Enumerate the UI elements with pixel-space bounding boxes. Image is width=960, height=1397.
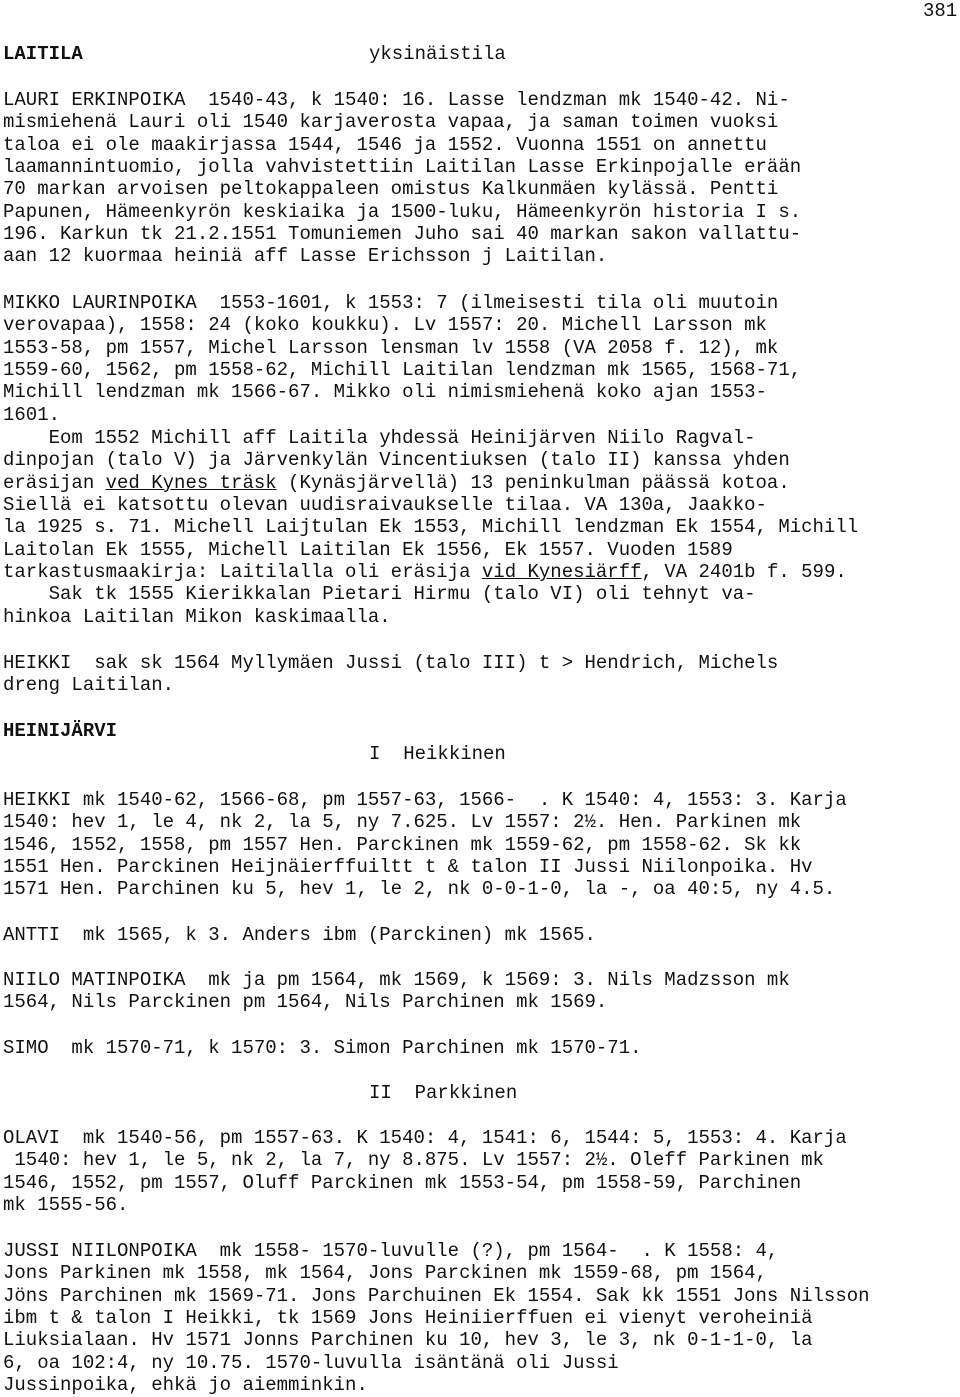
eom-text-c: , VA 2401b f. 599. Sak tk 1555 Kierikkalan Pietari Hirmu (talo VI) oli tehnyt va- hinkoa Laitilan Mikon kaskimaalla. xyxy=(3,561,847,628)
eom-text-a: Eom 1552 Michill aff Laitila yhdessä Heinijärven Niilo Ragval- dinpojan (talo V) ja Järvenkylän Vincentiuksen (talo II) kanssa yhden eräsijan xyxy=(3,427,790,494)
paragraph-heikki-laitila: HEIKKI sak sk 1564 Myllymäen Jussi (talo III) t > Hendrich, Michels dreng Laitilan. xyxy=(3,652,779,697)
section-heading-heinijarvi xyxy=(3,720,117,742)
heinijarvi-title: HEINIJÄRVI xyxy=(3,720,118,742)
page-number: 381 xyxy=(923,0,958,22)
subheading-parkkinen: II Parkkinen xyxy=(369,1082,518,1104)
paragraph-simo: SIMO mk 1570-71, k 1570: 3. Simon Parchinen mk 1570-71. xyxy=(3,1037,642,1059)
paragraph-mikko-laurinpoika: MIKKO LAURINPOIKA 1553-1601, k 1553: 7 (ilmeisesti tila oli muutoin verovapaa), 1558: 24 (koko koukku). Lv 1557: 20. Michell Larsson mk 1553-58, pm 1557, Michel Larsson lensman lv 1558 (VA 2058 f. 12), mk 1559-60, 1562, pm 1558-62, Michill Laitilan lendzman mk 1565, 1568-71, Michill lendzman mk 1566-67. Mikko oli nimismiehenä koko ajan 1553- 1601. xyxy=(3,292,802,426)
paragraph-heikki-heinijarvi: HEIKKI mk 1540-62, 1566-68, pm 1557-63, 1566- . K 1540: 4, 1553: 3. Karja 1540: hev 1, le 4, nk 2, la 5, ny 7.625. Lv 1557: 2½. Hen. Parkinen mk 1546, 1552, 1558, pm 1557 Hen. Parckinen mk 1559-62, pm 1558-62. Sk kk 1551 Hen. Parckinen Heijnäierffuiltt t & talon II Jussi Niilonpoika. Hv 1571 Hen. Parchinen ku 5, hev 1, le 2, nk 0-0-1-0, la -, oa 40:5, ny 4.5. xyxy=(3,789,847,901)
section-heading-laitila xyxy=(3,43,83,65)
paragraph-lauri-erkinpoika: LAURI ERKINPOIKA 1540-43, k 1540: 16. Lasse lendzman mk 1540-42. Ni- mismiehenä Lauri oli 1540 karjaverosta vapaa, ja saman toimen vuoksi taloa ei ole maakirjassa 1544, 1546 ja 1552. Vuonna 1551 on annettu laamannintuomio, jolla vahvistettiin Laitilan Lasse Erkinpojalle erään 70 markan arvoisen peltokappaleen omistus Kalkunmäen kylässä. Pentti Papunen, Hämeenkyrön keskiaika ja 1500-luku, Hämeenkyrön historia I s. 196. Karkun tk 21.2.1551 Tomuniemen Juho sai 40 markan sakon vallattu- aan 12 kuormaa heiniä aff Lasse Erichsson j Laitilan. xyxy=(3,89,802,268)
underlined-vid-kynesiarff: vid Kynesiärff xyxy=(481,561,642,584)
paragraph-antti: ANTTI mk 1565, k 3. Anders ibm (Parckinen) mk 1565. xyxy=(3,924,596,946)
paragraph-jussi-niilonpoika: JUSSI NIILONPOIKA mk 1558- 1570-luvulle (?), pm 1564- . K 1558: 4, Jons Parkinen mk 1558, mk 1564, Jons Parckinen mk 1559-68, pm 1564, Jöns Parchinen mk 1569-71. Jons Parchuinen Ek 1554. Sak kk 1551 Jons Nilsson ibm t & talon I Heikki, tk 1569 Jons Heiniierffuen ei vienyt veroheiniä Liuksialaan. Hv 1571 Jonns Parchinen ku 10, hev 3, le 3, nk 0-1-1-0, la 6, oa 102:4, ny 10.75. 1570-luvulla isäntänä oli Jussi Jussinpoika, ehkä jo aiemminkin. xyxy=(3,1240,870,1397)
paragraph-niilo-matinpoika: NIILO MATINPOIKA mk ja pm 1564, mk 1569, k 1569: 3. Nils Madzsson mk 1564, Nils Parckinen pm 1564, Nils Parchinen mk 1569. xyxy=(3,969,790,1014)
subheading-heikkinen: I Heikkinen xyxy=(369,743,506,765)
paragraph-eom-1552 xyxy=(3,427,960,628)
eom-text-b: (Kynäsjärvellä) 13 peninkulman päässä kotoa. Siellä ei katsottu olevan uudisraivaukselle tilaa. VA 130a, Jaakko- la 1925 s. 71. Michell Laijtulan Ek 1553, Michill lendzman Ek 1554, Michill Laitolan Ek 1555, Michell Laitilan Ek 1556, Ek 1557. Vuoden 1589 tarkastusmaakirja: Laitilalla oli eräsija xyxy=(3,471,859,584)
paragraph-olavi: OLAVI mk 1540-56, pm 1557-63. K 1540: 4, 1541: 6, 1544: 5, 1553: 4. Karja 1540: hev 1, le 5, nk 2, la 7, ny 8.875. Lv 1557: 2½. Oleff Parkinen mk 1546, 1552, pm 1557, Oluff Parckinen mk 1553-54, pm 1558-59, Parchinen mk 1555-56. xyxy=(3,1127,847,1217)
laitila-subtitle: yksinäistila xyxy=(369,43,506,65)
underlined-ved-kynes-trask: ved Kynes träsk xyxy=(105,471,277,494)
laitila-title: LAITILA xyxy=(3,43,83,65)
